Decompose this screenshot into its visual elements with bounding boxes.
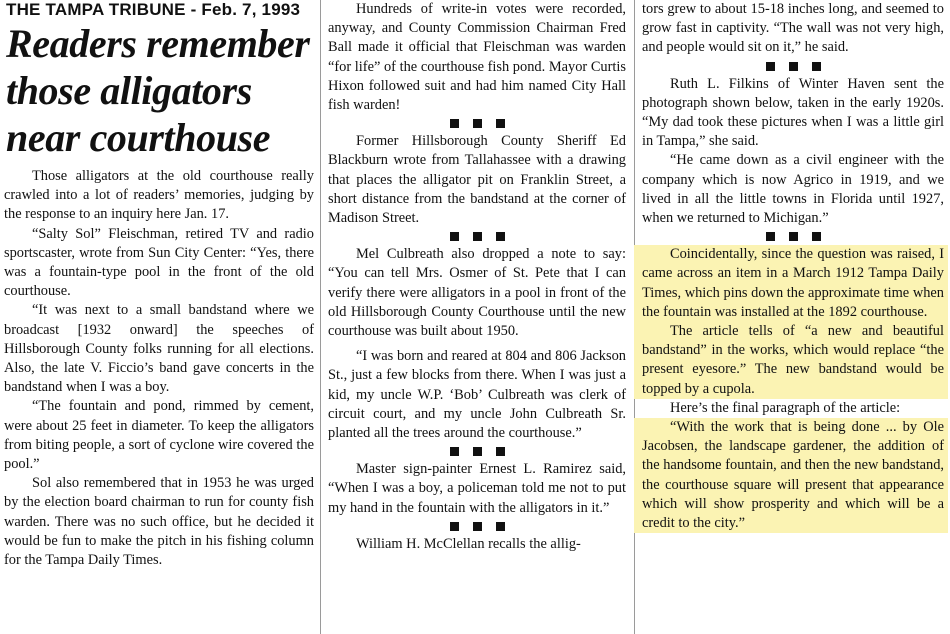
- section-separator: [642, 228, 944, 245]
- paragraph: “It was next to a small bandstand where we broadcast [1932 onward] the speeches of Hillsborough County folks running for all elections. Also, the late V. Ficcio’s band gave concerts in the bandstand when I was a boy.: [4, 302, 314, 396]
- column-3: [642, 0, 944, 533]
- paragraph: tors grew to about 15-18 inches long, and seemed to grow fast in captivity. “The wall was not very high, and people would sit on it,” he said.: [642, 1, 944, 56]
- paragraph: “The fountain and pond, rimmed by cement, were about 25 feet in diameter. To keep the alligators from biting people, a sort of cyclone wire covered the pool.”: [4, 398, 314, 473]
- paragraph: Mel Culbreath also dropped a note to say: “You can tell Mrs. Osmer of St. Pete that I can verify there were alligators in a pool in front of the old Hillsborough County Courthouse until the new courthouse was built about 1950.: [328, 246, 626, 340]
- paragraph: Master sign-painter Ernest L. Ramirez said, “When I was a boy, a policeman told me not to put my hand in the fountain with the alligators in it.”: [328, 461, 626, 516]
- highlighted-quote: “With the work that is being done ... by Ole Jacobsen, the landscape gardener, the addition of the handsome fountain, and then the new bandstand, the courthouse square will present that appearance which will show prosperity and which will be a credit to the city.”: [634, 418, 948, 533]
- paragraph: Sol also remembered that in 1953 he was urged by the election board chairman to run for county fish warden. There was no such office, but he decided it would be fun to make the pitch in his fishing column for the Tampa Daily Times.: [4, 475, 314, 569]
- section-separator: [642, 58, 944, 75]
- paragraph: William H. McClellan recalls the allig-: [356, 535, 581, 552]
- headline-line-3: near courthouse: [6, 115, 271, 160]
- paragraph: “He came down as a civil engineer with the company which is now Agrico in 1919, and we lived in all the little towns in Florida until 1927, when we returned to Michigan.”: [642, 152, 944, 227]
- highlighted-paragraph: Coincidentally, since the question was raised, I came across an item in a March 1912 Tampa Daily Times, which pins down the approximate time when the fountain was installed at the 1892 courthouse.: [634, 245, 948, 322]
- paragraph: Here’s the final paragraph of the article:: [670, 399, 901, 416]
- section-separator: [328, 115, 626, 132]
- column-rule-1: [320, 0, 321, 634]
- paragraph: “Salty Sol” Fleischman, retired TV and radio sportscaster, wrote from Sun City Center: “Yes, there was a fountain-type pool in the front of the old courthouse.: [4, 225, 314, 300]
- section-separator: [328, 443, 626, 460]
- headline-line-2: those alligators: [6, 68, 252, 113]
- paragraph: “I was born and reared at 804 and 806 Jackson St., just a few blocks from there. When I was just a kid, my uncle W.P. ‘Bob’ Culbreath was clerk of circuit court, and my uncle John Culbreath Sr. planted all the trees around the courthouse.”: [328, 348, 626, 442]
- paragraph: Hundreds of write-in votes were recorded, anyway, and County Commission Chairman Fred Ball made it official that Fleischman was warden “for life” of the courthouse fish pond. Mayor Curtis Hixon followed suit and had him named City Hall fish warden!: [328, 1, 626, 114]
- masthead: THE TAMPA TRIBUNE - Feb. 7, 1993: [6, 0, 301, 19]
- section-separator: [328, 228, 626, 245]
- column-1: [4, 0, 314, 570]
- column-2: [328, 0, 626, 554]
- paragraph: Ruth L. Filkins of Winter Haven sent the photograph shown below, taken in the early 1920s. “My dad took these pictures when I was a little girl in Tampa,” she said.: [642, 75, 944, 150]
- headline-line-1: Readers remember: [6, 21, 310, 66]
- headline: [6, 20, 314, 161]
- highlighted-paragraph: The article tells of “a new and beautiful bandstand” in the works, which would replace “the present eyesore.” The new bandstand would be topped by a cupola.: [634, 322, 948, 399]
- paragraph: Those alligators at the old courthouse really crawled into a lot of readers’ memories, judging by the response to an inquiry here Jan. 17.: [4, 168, 314, 223]
- section-separator: [328, 518, 626, 535]
- paragraph: Former Hillsborough County Sheriff Ed Blackburn wrote from Tallahassee with a drawing that places the alligator pit on Franklin Street, a short distance from the bandstand at the corner of Madison Street.: [328, 133, 626, 227]
